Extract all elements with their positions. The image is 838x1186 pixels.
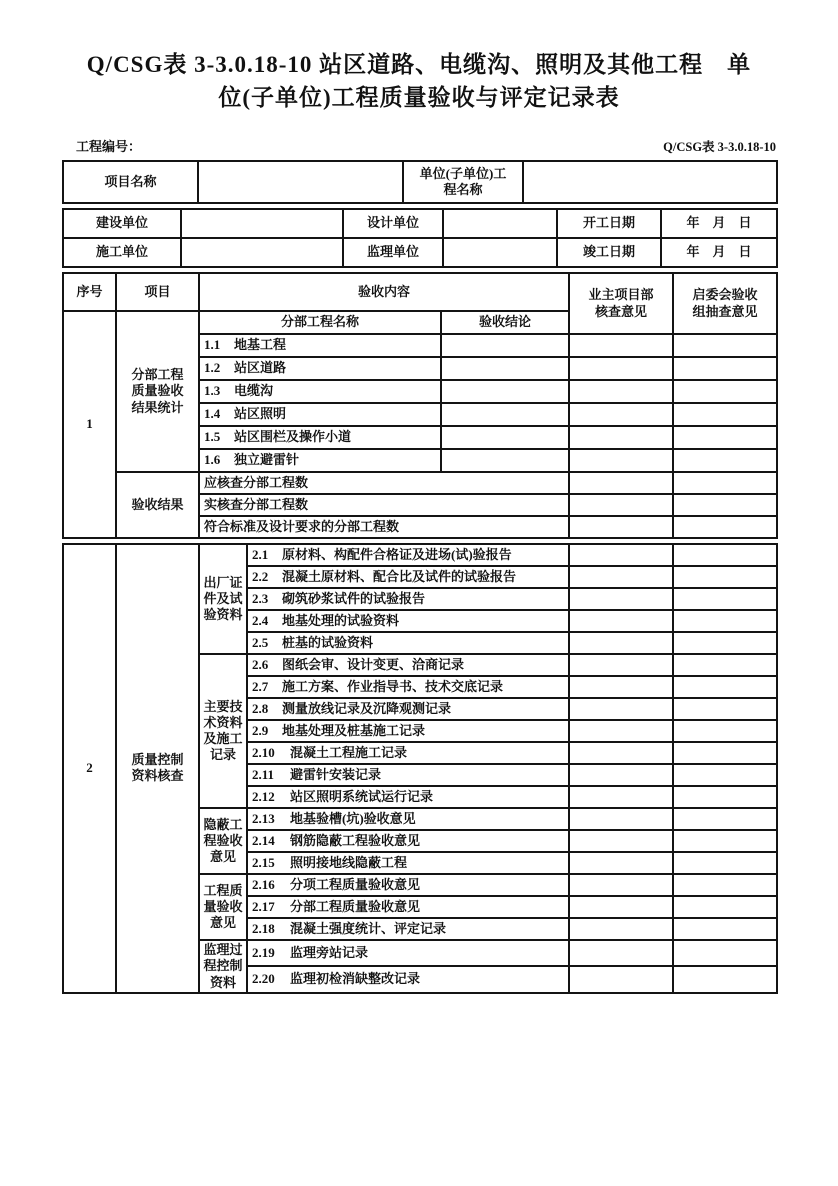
check-item-cell (247, 566, 569, 588)
conclusion-header: 验收结论 (441, 311, 569, 334)
check-item-cell (247, 632, 569, 654)
project-name-value-cell (198, 161, 403, 203)
project-code-label: 工程编号： (76, 139, 142, 154)
check-item-cell (247, 874, 569, 896)
item-text: 站区照明 (234, 406, 287, 422)
item-number: 2.18 (252, 920, 275, 936)
item-number: 1.5 (204, 429, 221, 445)
header-row (63, 273, 777, 311)
item-text: 混凝土强度统计、评定记录 (290, 920, 447, 936)
result-text-cell: 实核查分部工程数 (199, 494, 569, 516)
owner-opinion-cell (569, 698, 673, 720)
item-number: 2.6 (252, 656, 269, 672)
subproject-name-header: 分部工程名称 (199, 311, 441, 334)
item-text: 地基工程 (234, 337, 287, 353)
item-number: 1.4 (204, 406, 221, 422)
owner-opinion-cell (569, 966, 673, 992)
owner-opinion-cell (569, 742, 673, 764)
committee-opinion-cell (673, 544, 777, 566)
committee-opinion-cell (673, 494, 777, 516)
meta-row (62, 136, 776, 155)
committee-opinion-cell (673, 940, 777, 966)
owner-opinion-header: 业主项目部核查意见 (569, 273, 673, 334)
item-number: 1.3 (204, 383, 221, 399)
table-row (63, 161, 777, 203)
committee-opinion-cell (673, 380, 777, 403)
owner-opinion-cell (569, 786, 673, 808)
owner-opinion-cell (569, 566, 673, 588)
committee-opinion-header: 启委会验收组抽查意见 (673, 273, 777, 334)
check-item-cell (247, 742, 569, 764)
owner-opinion-cell (569, 676, 673, 698)
committee-opinion-cell (673, 852, 777, 874)
owner-opinion-cell (569, 764, 673, 786)
item-text: 混凝土工程施工记录 (290, 744, 408, 760)
table-row (63, 209, 777, 238)
conclusion-cell (441, 426, 569, 449)
subproject-name-cell (199, 334, 441, 357)
committee-opinion-cell (673, 516, 777, 538)
check-item-cell (247, 654, 569, 676)
item-text: 桩基的试验资料 (282, 634, 374, 650)
check-item-cell (247, 544, 569, 566)
document-title (62, 48, 776, 114)
result-text-cell: 符合标准及设计要求的分部工程数 (199, 516, 569, 538)
unit-name-value-cell (523, 161, 777, 203)
item-number: 2.2 (252, 568, 269, 584)
owner-opinion-cell (569, 334, 673, 357)
supervisor-unit-label: 监理单位 (343, 238, 443, 267)
item-text: 避雷针安装记录 (290, 766, 382, 782)
owner-opinion-cell (569, 852, 673, 874)
check-item-cell (247, 896, 569, 918)
item-text: 地基处理及桩基施工记录 (282, 722, 426, 738)
table-row (63, 238, 777, 267)
item-number: 2.15 (252, 854, 275, 870)
item-text: 站区围栏及操作小道 (234, 429, 352, 445)
item-text: 施工方案、作业指导书、技术交底记录 (282, 678, 504, 694)
section2-item-label: 质量控制资料核查 (116, 544, 199, 993)
conclusion-cell (441, 334, 569, 357)
item-number: 2.19 (252, 945, 275, 961)
item-number: 2.8 (252, 700, 269, 716)
item-text: 砌筑砂浆试件的试验报告 (282, 590, 426, 606)
item-text: 地基验槽(坑)验收意见 (290, 810, 416, 826)
item-text: 站区照明系统试运行记录 (290, 788, 434, 804)
item-text: 站区道路 (234, 360, 287, 376)
committee-opinion-cell (673, 918, 777, 940)
check-item-cell (247, 720, 569, 742)
check-item-cell (247, 786, 569, 808)
owner-opinion-cell (569, 918, 673, 940)
committee-opinion-cell (673, 874, 777, 896)
item-number: 2.7 (252, 678, 269, 694)
committee-opinion-cell (673, 632, 777, 654)
check-item-cell (247, 830, 569, 852)
item-number: 2.20 (252, 971, 275, 987)
item-number: 2.1 (252, 546, 269, 562)
owner-opinion-cell (569, 632, 673, 654)
section2-seq: 2 (63, 544, 116, 993)
item-text: 原材料、构配件合格证及进场(试)验报告 (282, 546, 512, 562)
item-number: 2.16 (252, 876, 275, 892)
project-info-table (62, 160, 778, 204)
committee-opinion-cell (673, 896, 777, 918)
owner-opinion-cell (569, 494, 673, 516)
subproject-name-cell (199, 426, 441, 449)
item-text: 电缆沟 (234, 383, 274, 399)
group-label-supervision: 监理过程控制资料 (199, 940, 247, 993)
item-number: 2.12 (252, 788, 275, 804)
item-text: 分部工程质量验收意见 (290, 898, 421, 914)
finish-date-value: 年 月 日 (661, 238, 777, 267)
item-number: 1.2 (204, 360, 221, 376)
check-item-cell (247, 610, 569, 632)
start-date-value: 年 月 日 (661, 209, 777, 238)
committee-opinion-cell (673, 654, 777, 676)
start-date-label: 开工日期 (557, 209, 661, 238)
group-label-tech-records: 主要技术资料及施工记录 (199, 654, 247, 808)
item-header: 项目 (116, 273, 199, 311)
builder-unit-label: 施工单位 (63, 238, 181, 267)
table-row (63, 472, 777, 494)
owner-opinion-cell (569, 516, 673, 538)
document-page (62, 0, 776, 994)
check-item-cell (247, 764, 569, 786)
subproject-name-cell (199, 449, 441, 472)
item-text: 图纸会审、设计变更、洽商记录 (282, 656, 465, 672)
conclusion-cell (441, 357, 569, 380)
committee-opinion-cell (673, 357, 777, 380)
committee-opinion-cell (673, 566, 777, 588)
owner-opinion-cell (569, 449, 673, 472)
section1-seq: 1 (63, 311, 116, 538)
form-code: Q/CSG表 3-3.0.18-10 (663, 140, 776, 154)
owner-opinion-cell (569, 472, 673, 494)
committee-opinion-cell (673, 676, 777, 698)
design-unit-value-cell (443, 209, 557, 238)
committee-opinion-cell (673, 720, 777, 742)
owner-opinion-cell (569, 830, 673, 852)
project-name-label: 项目名称 (63, 161, 198, 203)
owner-opinion-cell (569, 654, 673, 676)
section2-table (62, 543, 778, 994)
check-item-cell (247, 698, 569, 720)
item-number: 2.3 (252, 590, 269, 606)
committee-opinion-cell (673, 808, 777, 830)
design-unit-label: 设计单位 (343, 209, 443, 238)
item-text: 独立避雷针 (234, 452, 300, 468)
committee-opinion-cell (673, 764, 777, 786)
check-item-cell (247, 588, 569, 610)
table-row (63, 544, 777, 566)
item-number: 2.14 (252, 832, 275, 848)
section1-item-label: 分部工程质量验收结果统计 (116, 311, 199, 472)
owner-opinion-cell (569, 808, 673, 830)
item-number: 2.17 (252, 898, 275, 914)
check-item-cell (247, 808, 569, 830)
item-text: 监理旁站记录 (290, 945, 369, 961)
group-label-quality-acceptance: 工程质量验收意见 (199, 874, 247, 940)
subproject-name-cell (199, 380, 441, 403)
owner-opinion-cell (569, 544, 673, 566)
construction-owner-label: 建设单位 (63, 209, 181, 238)
units-dates-table (62, 208, 778, 268)
item-number: 2.10 (252, 744, 275, 760)
item-text: 钢筋隐蔽工程验收意见 (290, 832, 421, 848)
group-label-hidden-works: 隐蔽工程验收意见 (199, 808, 247, 874)
owner-opinion-cell (569, 610, 673, 632)
unit-name-label: 单位(子单位)工程名称 (403, 161, 523, 203)
item-number: 2.5 (252, 634, 269, 650)
supervisor-unit-value-cell (443, 238, 557, 267)
title-line-2: 位(子单位)工程质量验收与评定记录表 (218, 85, 620, 110)
committee-opinion-cell (673, 786, 777, 808)
item-text: 地基处理的试验资料 (282, 612, 400, 628)
seq-header: 序号 (63, 273, 116, 311)
result-label: 验收结果 (116, 472, 199, 538)
owner-opinion-cell (569, 380, 673, 403)
committee-opinion-cell (673, 426, 777, 449)
committee-opinion-cell (673, 403, 777, 426)
owner-opinion-cell (569, 403, 673, 426)
owner-opinion-cell (569, 940, 673, 966)
item-text: 混凝土原材料、配合比及试件的试验报告 (282, 568, 517, 584)
check-item-cell (247, 966, 569, 992)
item-text: 照明接地线隐蔽工程 (290, 854, 408, 870)
item-number: 2.13 (252, 810, 275, 826)
builder-unit-value-cell (181, 238, 343, 267)
item-number: 2.4 (252, 612, 269, 628)
item-number: 1.6 (204, 452, 221, 468)
item-text: 测量放线记录及沉降观测记录 (282, 700, 452, 716)
check-item-cell (247, 852, 569, 874)
committee-opinion-cell (673, 449, 777, 472)
item-number: 2.11 (252, 766, 275, 782)
committee-opinion-cell (673, 472, 777, 494)
owner-opinion-cell (569, 720, 673, 742)
construction-owner-value-cell (181, 209, 343, 238)
conclusion-cell (441, 380, 569, 403)
check-item-cell (247, 918, 569, 940)
subproject-name-cell (199, 357, 441, 380)
subproject-name-cell (199, 403, 441, 426)
owner-opinion-cell (569, 426, 673, 449)
finish-date-label: 竣工日期 (557, 238, 661, 267)
check-item-cell (247, 940, 569, 966)
result-text-cell: 应核查分部工程数 (199, 472, 569, 494)
item-text: 分项工程质量验收意见 (290, 876, 421, 892)
content-header: 验收内容 (199, 273, 569, 311)
committee-opinion-cell (673, 334, 777, 357)
committee-opinion-cell (673, 830, 777, 852)
conclusion-cell (441, 449, 569, 472)
owner-opinion-cell (569, 896, 673, 918)
committee-opinion-cell (673, 742, 777, 764)
section1-table (62, 272, 778, 539)
committee-opinion-cell (673, 966, 777, 992)
owner-opinion-cell (569, 588, 673, 610)
title-line-1: Q/CSG表 3-3.0.18-10 站区道路、电缆沟、照明及其他工程 单 (86, 52, 752, 77)
group-label-factory-certs: 出厂证件及试验资料 (199, 544, 247, 654)
item-number: 1.1 (204, 337, 221, 353)
conclusion-cell (441, 403, 569, 426)
committee-opinion-cell (673, 588, 777, 610)
owner-opinion-cell (569, 874, 673, 896)
item-text: 监理初检消缺整改记录 (290, 971, 421, 987)
check-item-cell (247, 676, 569, 698)
item-number: 2.9 (252, 722, 269, 738)
owner-opinion-cell (569, 357, 673, 380)
committee-opinion-cell (673, 610, 777, 632)
committee-opinion-cell (673, 698, 777, 720)
